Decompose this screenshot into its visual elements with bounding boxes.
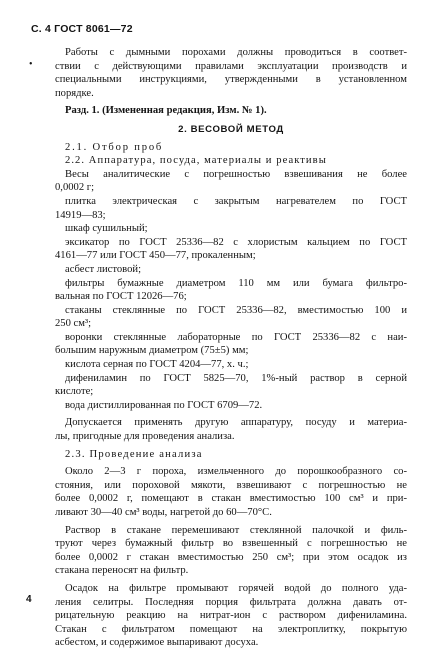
list-line: эксикатор по ГОСТ 25336—82 с хлористым кальцием по ГОСТ bbox=[65, 236, 407, 248]
list-line: плитка электрическая с закрытым нагревателем по ГОСТ bbox=[65, 195, 407, 207]
list-line: большим наружным диаметром (75±5) мм; bbox=[55, 345, 249, 357]
text-line: Раствор в стакане перемешивают стеклянной палочкой и филь- bbox=[65, 524, 407, 536]
text-line: стакана переносят на фильтр. bbox=[55, 565, 189, 577]
list-line: 4161—77 или ГОСТ 450—77, прокаленным; bbox=[55, 250, 256, 262]
procedure-paragraph-3 bbox=[55, 582, 407, 650]
text-line: асбестом, и содержимое выпаривают досуха. bbox=[55, 637, 259, 649]
text-line: порядке. bbox=[55, 87, 94, 99]
page-number: 4 bbox=[26, 594, 32, 605]
text-line: специальными инструкциями, утвержденными в установленном bbox=[55, 74, 407, 86]
list-line: шкаф сушильный; bbox=[65, 223, 148, 235]
text-line: более 0,0002 г, помещают в стакан вместимостью 100 см³ и при- bbox=[55, 493, 407, 505]
subsection-2-2: 2.2. Аппаратура, посуда, материалы и реактивы bbox=[65, 155, 327, 167]
intro-paragraph bbox=[55, 46, 407, 100]
allowance-paragraph bbox=[55, 416, 407, 443]
subsection-2-1: 2.1. Отбор проб bbox=[65, 141, 164, 153]
text-line: Около 2—3 г пороха, измельченного до порошкообразного со- bbox=[65, 466, 407, 478]
list-line: воронки стеклянные лабораторные по ГОСТ 25336—82 с наи- bbox=[65, 331, 407, 343]
text-line: ления селитры. Последняя порция фильтрата должна давать от- bbox=[55, 596, 407, 608]
amendment-note: Разд. 1. (Измененная редакция, Изм. № 1). bbox=[65, 105, 267, 117]
text-line: лы, пригодные для проведения анализа. bbox=[55, 431, 235, 443]
body-text bbox=[55, 46, 407, 650]
procedure-paragraph-2 bbox=[55, 524, 407, 578]
list-line: 250 см³; bbox=[55, 318, 92, 330]
text-line: стояния, или пороховой мякоти, взвешивают с погрешностью не bbox=[55, 479, 407, 491]
text-line: Работы с дымными порохами должны проводиться в соответ- bbox=[65, 47, 407, 58]
procedure-paragraph-1 bbox=[55, 465, 407, 519]
list-line: вода дистиллированная по ГОСТ 6709—72. bbox=[65, 399, 263, 411]
list-line: дифениламин по ГОСТ 5825—70, 1%-ный раствор в серной bbox=[65, 372, 407, 384]
page-header: С. 4 ГОСТ 8061—72 bbox=[31, 23, 133, 35]
text-line: труют через бумажный фильтр во взвешенный с погрешностью не bbox=[55, 538, 407, 550]
text-line: ливают 30—40 см³ воды, нагретой до 60—70°С. bbox=[55, 507, 272, 518]
subsection-2-3: 2.3. Проведение анализа bbox=[65, 448, 203, 460]
list-line: асбест листовой; bbox=[65, 263, 142, 275]
text-line: Стакан с фильтратом помещают на электроплитку, покрытую bbox=[55, 623, 407, 635]
text-line: ствии с действующими правилами эксплуатации производств и bbox=[55, 60, 407, 72]
list-line: вальная по ГОСТ 12026—76; bbox=[55, 291, 187, 303]
text-line: более 0,0002 г стакан вместимостью 250 см³; при этом осадок из bbox=[55, 551, 407, 563]
stray-mark: • bbox=[29, 59, 33, 70]
list-line: кислоте; bbox=[55, 386, 94, 398]
list-line: Весы аналитические с погрешностью взвешивания не более bbox=[65, 168, 407, 180]
list-line: кислота серная по ГОСТ 4204—77, х. ч.; bbox=[65, 359, 249, 371]
list-line: стаканы стеклянные по ГОСТ 25336—82, вместимостью 100 и bbox=[65, 304, 407, 316]
section-title: 2. ВЕСОВОЙ МЕТОД bbox=[178, 123, 284, 135]
text-line: Допускается применять другую аппаратуру, посуду и материа- bbox=[65, 417, 407, 429]
equipment-list bbox=[55, 168, 407, 413]
list-line: 0,0002 г; bbox=[55, 182, 95, 194]
text-line: Осадок на фильтре промывают горячей водой до полного уда- bbox=[65, 582, 407, 594]
text-line: рицательную реакцию на нитрат-ион с раствором дифениламина. bbox=[55, 610, 407, 622]
list-line: 14919—83; bbox=[55, 209, 106, 221]
list-line: фильтры бумажные диаметром 110 мм или бумага фильтро- bbox=[65, 277, 407, 289]
